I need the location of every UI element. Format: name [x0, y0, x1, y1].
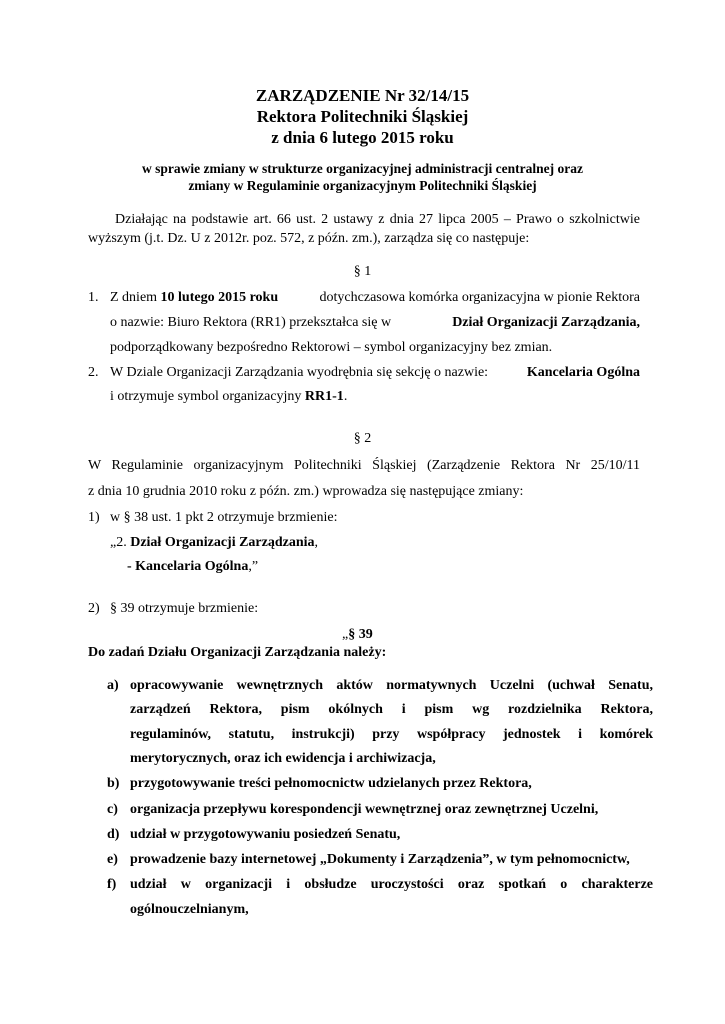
- quote1-bold: Dział Organizacji Zarządzania: [130, 535, 315, 550]
- task-f-letter: f): [107, 877, 117, 892]
- change1-quote-line1: [110, 535, 318, 551]
- section1-item1-line3: podporządkowany bezpośredno Rektorowi – symbol organizacyjny bez zmian.: [110, 340, 553, 355]
- quote2-bold: Kancelaria Ogólna: [135, 559, 249, 574]
- item2-l2-end: .: [343, 389, 348, 404]
- task-e-letter: e): [107, 852, 118, 867]
- task-f-line2: ogólnouczelnianym,: [130, 902, 249, 917]
- document-subject-line2: zmiany w Regulaminie organizacyjnym Politechniki Śląskiej: [188, 178, 537, 193]
- quote1-prefix: „2.: [110, 535, 131, 550]
- section1-heading: § 1: [353, 264, 372, 279]
- task-a-line4: merytorycznych, oraz ich ewidencja i archiwizacja,: [130, 751, 436, 766]
- item2-l1-text: W Dziale Organizacji Zarządzania wyodrębnia się sekcję o nazwie:: [110, 365, 489, 380]
- item1-text-a: Z dniem: [110, 290, 161, 305]
- tasks-intro: Do zadań Działu Organizacji Zarządzania należy:: [88, 645, 387, 660]
- task-a-line3: regulaminów, statutu, instrukcji) przy współpracy jednostek i komórek: [130, 727, 653, 742]
- change2-text: § 39 otrzymuje brzmienie:: [110, 601, 259, 616]
- change1-number: 1): [88, 510, 100, 525]
- task-a-line1: opracowywanie wewnętrznych aktów normatywnych Uczelni (uchwał Senatu,: [130, 678, 653, 693]
- change1-quote-line2: [127, 559, 258, 575]
- task-c-line1: organizacja przepływu korespondencji wewnętrznej oraz zewnętrznej Uczelni,: [130, 802, 599, 817]
- task-f-line1: udział w organizacji i obsłudze uroczystości oraz spotkań o charakterze: [130, 877, 653, 892]
- section2-intro-line2: z dnia 10 grudnia 2010 roku z późn. zm.) wprowadza się następujące zmiany:: [88, 484, 524, 499]
- item1-date: 10 lutego 2015 roku: [160, 290, 279, 305]
- item1-l2-text: o nazwie: Biuro Rektora (RR1) przekształca się w: [110, 315, 392, 330]
- task-c-letter: c): [107, 802, 118, 817]
- quote1-suffix: ,: [314, 535, 319, 550]
- item2-l1-bold: Kancelaria Ogólna: [526, 365, 640, 380]
- task-d-line1: udział w przygotowywaniu posiedzeń Senatu,: [130, 827, 401, 842]
- task-a-letter: a): [107, 678, 119, 693]
- quote2-suffix: ,”: [248, 559, 259, 574]
- item1-l2-bold: Dział Organizacji Zarządzania,: [452, 315, 640, 330]
- quote-section-number: § 39: [348, 627, 373, 642]
- document-issuer: Rektora Politechniki Śląskiej: [256, 107, 469, 126]
- quote-section-heading: [342, 627, 373, 643]
- item2-symbol: RR1-1: [304, 389, 344, 404]
- section1-item1-line2: [110, 315, 640, 331]
- preamble-line1: Działając na podstawie art. 66 ust. 2 ustawy z dnia 27 lipca 2005 – Prawo o szkolnictwie: [115, 212, 640, 227]
- task-b-line1: przygotowywanie treści pełnomocnictw udzielanych przez Rektora,: [130, 776, 532, 791]
- section1-item2-number: 2.: [88, 365, 99, 380]
- task-b-letter: b): [107, 776, 120, 791]
- item1-text-c: dotychczasowa komórka organizacyjna w pionie Rektora: [319, 290, 640, 305]
- document-date: z dnia 6 lutego 2015 roku: [271, 128, 454, 147]
- section1-item1-number: 1.: [88, 290, 99, 305]
- quote2-dash: -: [127, 559, 136, 574]
- change2-number: 2): [88, 601, 100, 616]
- section2-heading: § 2: [353, 431, 372, 446]
- preamble-line2: wyższym (j.t. Dz. U z 2012r. poz. 572, z późn. zm.), zarządza się co następuje:: [88, 231, 530, 246]
- section2-intro-line1: W Regulaminie organizacyjnym Politechniki Śląskiej (Zarządzenie Rektora Nr 25/10/11: [88, 458, 640, 473]
- section1-item2-line1: [110, 365, 640, 381]
- document-title: ZARZĄDZENIE Nr 32/14/15: [255, 86, 470, 105]
- section1-item2-line2: [110, 389, 347, 405]
- change1-text: w § 38 ust. 1 pkt 2 otrzymuje brzmienie:: [110, 510, 338, 525]
- task-e-line1: prowadzenie bazy internetowej „Dokumenty i Zarządzenia”, w tym pełnomocnictw,: [130, 852, 630, 867]
- section1-item1-line1: [110, 290, 640, 306]
- item2-l2-text: i otrzymuje symbol organizacyjny: [110, 389, 305, 404]
- task-a-line2: zarządzeń Rektora, pism okólnych i pism wg rozdzielnika Rektora,: [130, 702, 653, 717]
- quote-open: „: [342, 627, 349, 642]
- document-subject-line1: w sprawie zmiany w strukturze organizacyjnej administracji centralnej oraz: [142, 161, 583, 176]
- task-d-letter: d): [107, 827, 120, 842]
